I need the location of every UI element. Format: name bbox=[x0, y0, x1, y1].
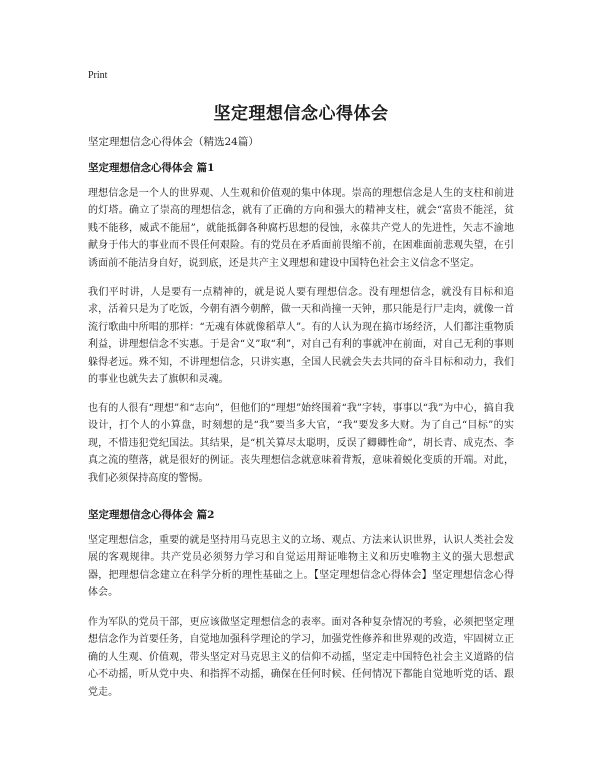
paragraph: 我们平时讲，人是要有一点精神的，就是说人要有理想信念。没有理想信念，就没有目标和追求，活着只是为了吃饭，今朝有酒今朝醉，做一天和尚撞一天钟，那只能是行尸走肉，就像一首流行歌曲中所唱的那样：“无魂有体就像稻草人”。有的人认为现在搞市场经济，人们都注重物质利益，讲理想信念不实惠。于是舍“义”取“利”，对自己有利的事就冲在前面，对自己无利的事则躲得老远。殊不知，不讲理想信念，只讲实惠，全国人民就会失去共同的奋斗目标和动力，我们的事业也就失去了旗帜和灵魂。 bbox=[88, 287, 514, 386]
document-title: 坚定理想信念心得体会 bbox=[213, 104, 389, 124]
document-subtitle: 坚定理想信念心得体会（精选24篇） bbox=[88, 136, 259, 148]
paragraph: 作为军队的党员干部，更应该做坚定理想信念的表率。面对各种复杂情况的考验，必须把坚定理想信念作为首要任务，自觉地加强科学理论的学习，加强党性修养和世界观的改造，牢固树立正确的人生观、价值观，带头坚定对马克思主义的信仰不动摇，坚定走中国特色社会主义道路的信心不动摇，听从党中央、和指挥不动摇，确保在任何时候、任何情况下都能自觉地听党的话、跟党走。 bbox=[88, 617, 514, 698]
print-link[interactable]: Print bbox=[88, 70, 108, 81]
section-heading-1: 坚定理想信念心得体会 篇1 bbox=[88, 162, 215, 174]
section-heading-2: 坚定理想信念心得体会 篇2 bbox=[88, 509, 215, 521]
paragraph: 也有的人很有“理想”和“志向”，但他们的“理想”始终围着“我”字转，事事以“我”为中心，搞自我设计，打个人的小算盘，时刻想的是“我”要当多大官，“我”要发多大财。为了自己“目标”的实现，不惜违犯党纪国法。其结果，是“机关算尽太聪明，反误了卿卿性命”，胡长青、成克杰、李真之流的堕落，就是很好的例证。丧失理想信念就意味着背叛，意味着蜕化变质的开端。对此，我们必须保持高度的警惕。 bbox=[88, 403, 514, 484]
paragraph: 坚定理想信念，重要的就是坚持用马克思主义的立场、观点、方法来认识世界，认识人类社会发展的客观规律。共产党员必须努力学习和自觉运用辩证唯物主义和历史唯物主义的强大思想武器，把理想信念建立在科学分析的理性基础之上。【坚定理想信念心得体会】坚定理想信念心得体会。 bbox=[88, 535, 514, 599]
paragraph: 理想信念是一个人的世界观、人生观和价值观的集中体现。崇高的理想信念是人生的支柱和前进的灯塔。确立了崇高的理想信念，就有了正确的方向和强大的精神支柱，就会“富贵不能淫，贫贱不能移，威武不能屈”，就能抵御各种腐朽思想的侵蚀，永葆共产党人的先进性，矢志不渝地献身于伟大的事业而不畏任何艰险。有的党员在矛盾面前畏缩不前，在困难面前悲观失望，在引诱面前不能洁身自好，说到底，还是共产主义理想和建设中国特色社会主义信念不坚定。 bbox=[88, 188, 514, 269]
